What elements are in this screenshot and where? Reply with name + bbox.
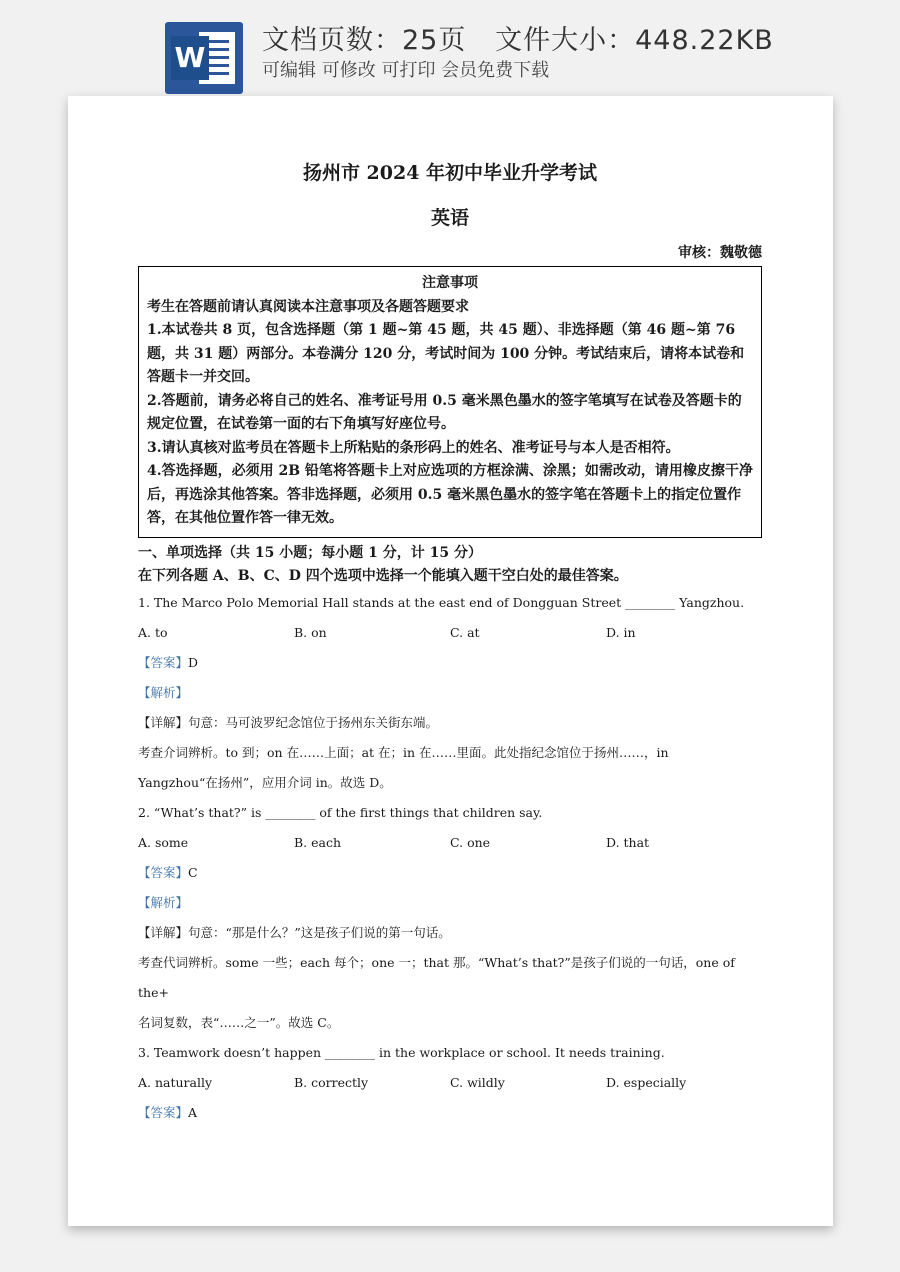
option: B. each (294, 834, 342, 850)
notice-line: 4.答选择题，必须用 2B 铅笔将答题卡上对应选项的方框涂满、涂黑；如需改动，请用橡皮擦干净后，再选涂其他答案。答非选择题，必须用 0.5 毫米黑色墨水的签字笔在答题卡上的指定位置作答，在其他位置作答一律无效。 (147, 463, 753, 526)
explanation-text: 考查代词辨析。some 一些；each 每个；one 一；that 那。“What’s that?”是孩子们说的一句话，one of the+ (138, 954, 735, 1000)
section-heading: 一、单项选择（共 15 小题；每小题 1 分，计 15 分） (138, 544, 482, 561)
section-instruction: 在下列各题 A、B、C、D 四个选项中选择一个能填入题干空白处的最佳答案。 (138, 567, 628, 584)
answer-label: 【答案】 (138, 864, 189, 880)
detail-label: 【详解】 (138, 924, 189, 940)
answer-label: 【答案】 (138, 1104, 189, 1120)
exam-title: 扬州市 2024 年初中毕业升学考试 (302, 162, 598, 184)
option: A. to (138, 624, 168, 640)
document-page (68, 96, 833, 1226)
notice-title: 注意事项 (422, 275, 478, 291)
answer-value: C (188, 864, 198, 880)
answer-line (138, 1098, 762, 1128)
analysis-label: 【解析】 (138, 894, 189, 910)
option: C. one (450, 834, 491, 850)
option: B. on (294, 624, 327, 640)
word-letter: W (171, 36, 209, 80)
question-options (138, 828, 762, 858)
exam-subject: 英语 (430, 207, 469, 229)
answer-value: D (188, 654, 199, 670)
answer-label: 【答案】 (138, 654, 189, 670)
banner-title: 文档页数：25页 文件大小：448.22KB (262, 25, 774, 56)
notice-line: 2.答题前，请务必将自己的姓名、准考证号用 0.5 毫米黑色墨水的签字笔填写在试卷及答题卡的规定位置，在试卷第一面的右下角填写好座位号。 (147, 392, 742, 432)
notice-line: 1.本试卷共 8 页，包含选择题（第 1 题~第 45 题，共 45 题）、非选择题（第 46 题~第 76 题，共 31 题）两部分。本卷满分 120 分，考试时间为 100 分钟。考试结束后，请将本试卷和答题卡一并交回。 (147, 322, 745, 385)
explanation-text: 考查介词辨析。to 到；on 在……上面；at 在；in 在……里面。此处指纪念馆位于扬州……，in (138, 744, 669, 760)
analysis-label: 【解析】 (138, 684, 189, 700)
detail-label: 【详解】 (138, 714, 189, 730)
answer-line (138, 648, 762, 678)
answer-line (138, 858, 762, 888)
question-stem: 1. The Marco Polo Memorial Hall stands at the east end of Dongguan Street ________ Yangzhou. (138, 594, 745, 610)
option: C. wildly (450, 1074, 505, 1090)
analysis-line (138, 888, 762, 918)
option: A. naturally (138, 1074, 213, 1090)
detail-text: 句意：“那是什么？”这是孩子们说的第一句话。 (188, 924, 451, 940)
page-content (138, 158, 762, 1128)
download-banner (0, 0, 900, 96)
notice-line: 考生在答题前请认真阅读本注意事项及各题答题要求 (147, 298, 469, 315)
detail-line (138, 708, 762, 738)
detail-line (138, 918, 762, 948)
notice-line: 3.请认真核对监考员在答题卡上所粘贴的条形码上的姓名、准考证号与本人是否相符。 (147, 439, 680, 456)
analysis-line (138, 678, 762, 708)
option: D. especially (606, 1074, 687, 1090)
notice-box (138, 266, 762, 538)
reviewer: 审核：魏敬德 (678, 245, 762, 261)
question-options (138, 618, 762, 648)
question-stem: 3. Teamwork doesn’t happen ________ in the workplace or school. It needs training. (138, 1044, 665, 1060)
detail-text: 句意：马可波罗纪念馆位于扬州东关街东端。 (188, 714, 439, 730)
banner-subtitle: 可编辑 可修改 可打印 会员免费下载 (262, 60, 550, 81)
answer-value: A (188, 1104, 198, 1120)
option: C. at (450, 624, 480, 640)
explanation-text: Yangzhou“在扬州”，应用介词 in。故选 D。 (138, 774, 392, 790)
question-options (138, 1068, 762, 1098)
explanation-text: 名词复数，表“……之一”。故选 C。 (138, 1014, 340, 1030)
option: D. in (606, 624, 636, 640)
option: D. that (606, 834, 650, 850)
option: B. correctly (294, 1074, 369, 1090)
option: A. some (138, 834, 189, 850)
word-document-icon (165, 22, 243, 94)
question-stem: 2. “What’s that?” is ________ of the first things that children say. (138, 804, 543, 820)
